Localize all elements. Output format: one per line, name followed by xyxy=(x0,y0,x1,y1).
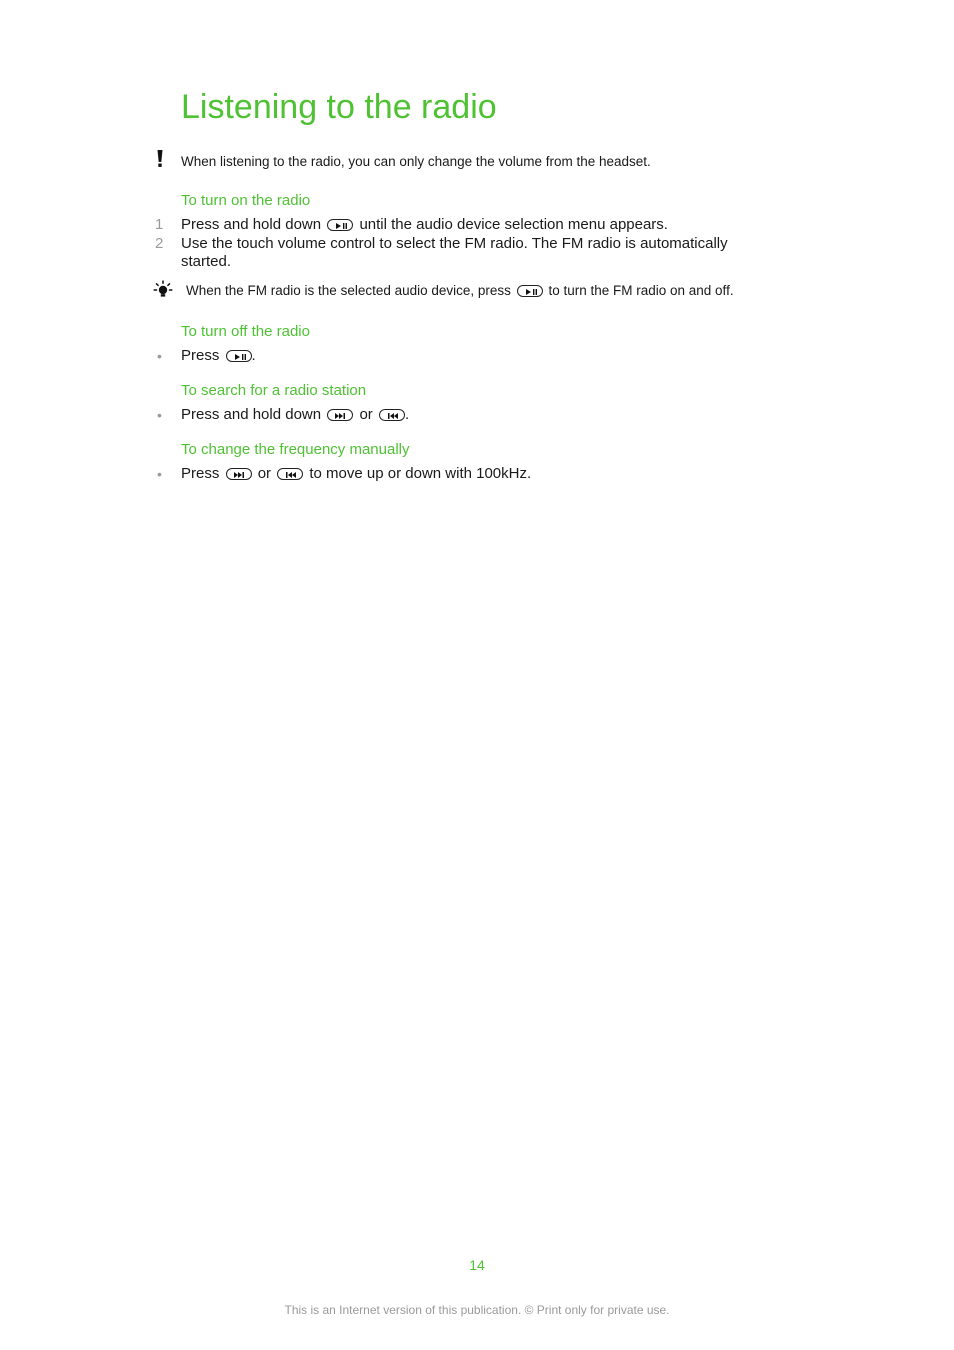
next-track-key-icon xyxy=(327,409,353,421)
bullet-text-before: Press and hold down xyxy=(181,406,322,423)
section-heading-frequency: To change the frequency manually xyxy=(181,441,410,458)
bullet-text-before: Press xyxy=(181,347,220,364)
warning-note: When listening to the radio, you can only change the volume from the headset. xyxy=(181,154,651,169)
bullet-text xyxy=(181,465,531,483)
bullet-text-after: to move up or down with 100kHz. xyxy=(309,465,532,482)
page-title: Listening to the radio xyxy=(181,88,497,126)
play-pause-key-icon xyxy=(226,350,252,362)
bullet-text xyxy=(181,347,256,365)
section-heading-turn-off: To turn off the radio xyxy=(181,323,310,340)
tip-text-before: When the FM radio is the selected audio device, press xyxy=(186,283,511,298)
next-track-key-icon xyxy=(226,468,252,480)
step-text-line2: started. xyxy=(181,253,232,270)
play-pause-key-icon xyxy=(327,219,353,231)
step-text-after: until the audio device selection menu appears. xyxy=(359,216,668,233)
previous-track-key-icon xyxy=(379,409,405,421)
tip-note xyxy=(186,283,734,298)
bullet-marker: • xyxy=(157,407,162,423)
section-heading-turn-on: To turn on the radio xyxy=(181,192,311,209)
bullet-text-after: . xyxy=(251,347,256,364)
lightbulb-icon xyxy=(153,280,173,305)
previous-track-key-icon xyxy=(277,468,303,480)
step-number: 2 xyxy=(155,235,164,252)
tip-text-after: to turn the FM radio on and off. xyxy=(548,283,734,298)
exclamation-icon xyxy=(156,150,164,173)
page-number: 14 xyxy=(469,1257,485,1273)
bullet-marker: • xyxy=(157,348,162,364)
footer-notice: This is an Internet version of this publication. © Print only for private use. xyxy=(284,1303,670,1317)
step-text-before: Press and hold down xyxy=(181,216,322,233)
step-text-line1: Use the touch volume control to select the FM radio. The FM radio is automatically xyxy=(181,235,728,252)
bullet-text-before: Press xyxy=(181,465,220,482)
bullet-text-mid: or xyxy=(257,465,272,482)
bullet-text-after: . xyxy=(404,406,410,423)
bullet-text xyxy=(181,406,409,424)
step-text xyxy=(181,216,668,234)
section-heading-search: To search for a radio station xyxy=(181,382,367,399)
step-number: 1 xyxy=(155,216,164,233)
play-pause-key-icon xyxy=(517,285,543,297)
bullet-marker: • xyxy=(157,466,162,482)
bullet-text-mid: or xyxy=(359,406,373,423)
